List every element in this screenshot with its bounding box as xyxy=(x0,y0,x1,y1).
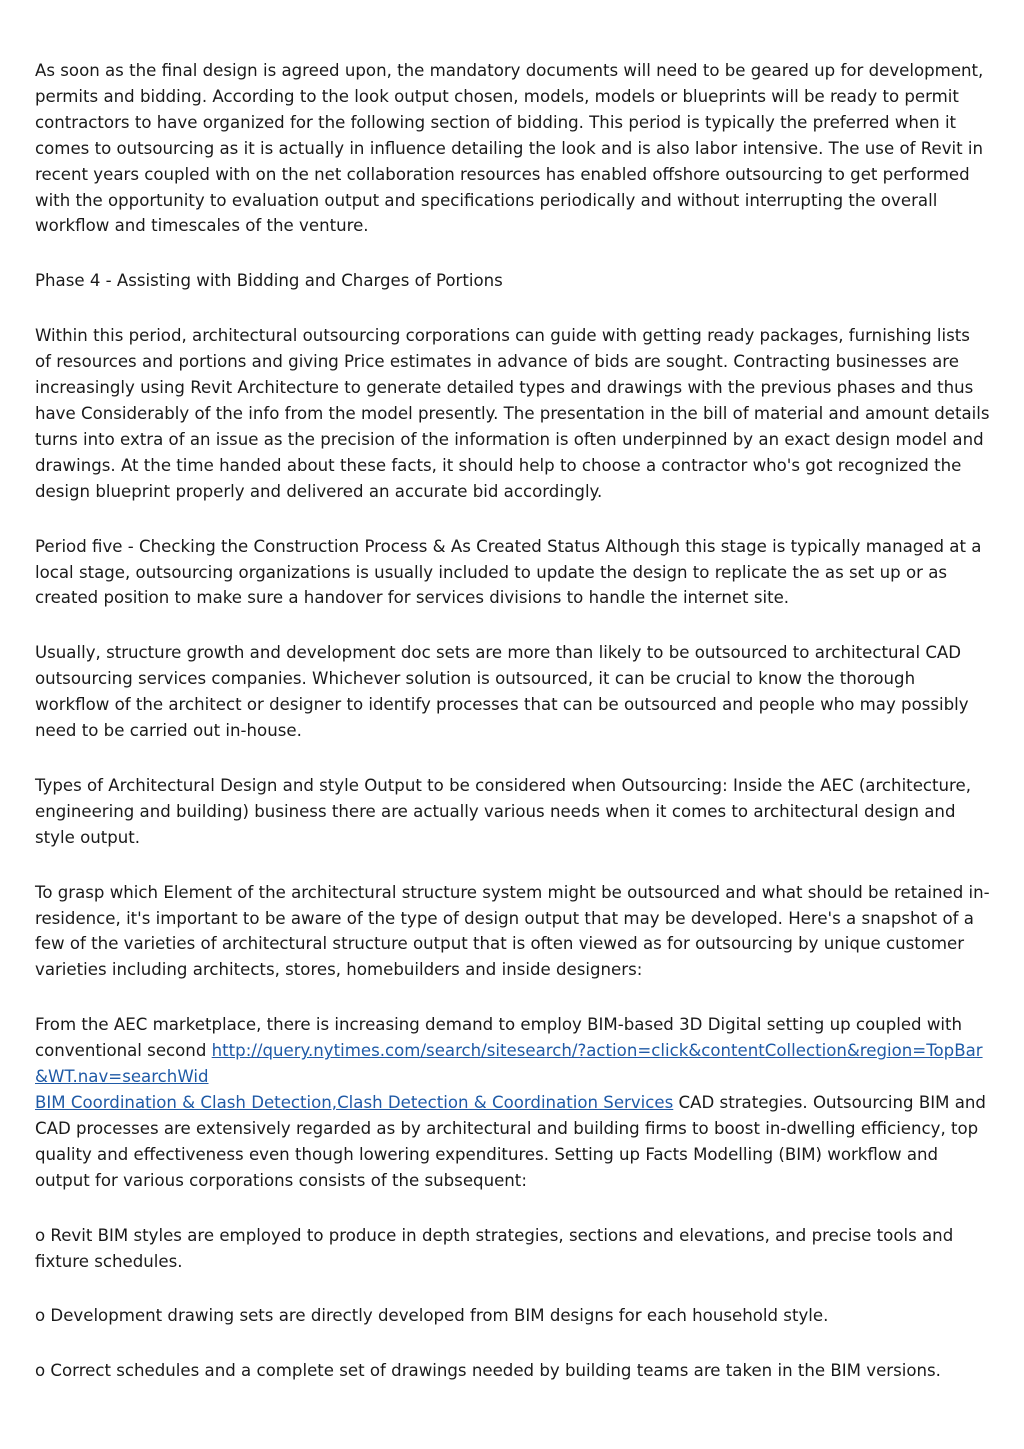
paragraph-bim xyxy=(35,1012,990,1193)
link-anchor-text: BIM Coordination & Clash Detection,Clash Detection & Coordination Services xyxy=(35,1093,674,1112)
link-url-text: http://query.nytimes.com/search/sitesearch/?action=click&contentCollection&region=TopBar&WT.nav=searchWid xyxy=(35,1041,983,1087)
bullet-revit-styles: o Revit BIM styles are employed to produce in depth strategies, sections and elevations, and precise tools and fixture schedules. xyxy=(35,1225,954,1271)
heading-phase-4: Phase 4 - Assisting with Bidding and Charges of Portions xyxy=(35,271,503,291)
paragraph-design-output: To grasp which Element of the architectural structure system might be outsourced and what should be retained in-residence, it's important to be aware of the type of design output that may be developed. Here's a snapshot of a few of the varieties of architectural structure output that is often viewed as for outsourcing by unique customer varieties including architects, stores, homebuilders and inside designers: xyxy=(35,882,990,980)
bullet-drawing-sets: o Development drawing sets are directly developed from BIM designs for each household style. xyxy=(35,1306,829,1326)
bim-text-after-link: CAD strategies. Outsourcing BIM and CAD processes are extensively regarded as by architectural and building firms to boost in-dwelling efficiency, top quality and effectiveness even though lowering expenditures. Setting up Facts Modelling (BIM) workflow and output for various corporations consists of the subsequent: xyxy=(35,1093,986,1190)
paragraph-structure-growth: Usually, structure growth and development doc sets are more than likely to be outsourced to architectural CAD outsourcing services companies. Whichever solution is outsourced, it can be crucial to know the thorough workflow of the architect or designer to identify processes that can be outsourced and people who may possibly need to be carried out in-house. xyxy=(35,643,969,741)
bullet-schedules: o Correct schedules and a complete set of drawings needed by building teams are taken in the BIM versions. xyxy=(35,1361,941,1381)
paragraph-design-documents: As soon as the final design is agreed upon, the mandatory documents will need to be geared up for development, permits and bidding. According to the look output chosen, models, models or blueprints will be ready to permit contractors to have organized for the following section of bidding. This period is typically the preferred when it comes to outsourcing as it is actually in influence detailing the look and is also labor intensive. The use of Revit in recent years coupled with on the net collaboration resources has enabled offshore outsourcing to get performed with the opportunity to evaluation output and specifications periodically and without interrupting the overall workflow and timescales of the venture. xyxy=(35,61,984,236)
paragraph-bidding: Within this period, architectural outsourcing corporations can guide with getting ready packages, furnishing lists of resources and portions and giving Price estimates in advance of bids are sought. Contracting businesses are increasingly using Revit Architecture to generate detailed types and drawings with the previous phases and thus have Considerably of the info from the model presently. The presentation in the bill of material and amount details turns into extra of an issue as the precision of the information is often underpinned by an exact design model and drawings. At the time handed about these facts, it should help to choose a contractor who's got recognized the design blueprint properly and delivered an accurate bid accordingly. xyxy=(35,326,990,501)
paragraph-output-types: Types of Architectural Design and style Output to be considered when Outsourcing: Inside the AEC (architecture, engineering and building) business there are actually various needs when it comes to architectural design and style output. xyxy=(35,775,971,847)
bim-text-before-link: From the AEC marketplace, there is increasing demand to employ BIM-based 3D Digital setting up coupled with conventional second xyxy=(35,1015,963,1061)
paragraph-construction-process: Period five - Checking the Construction Process & As Created Status Although this stage is typically managed at a local stage, outsourcing organizations is usually included to update the design to replicate the as set up or as created position to make sure a handover for services divisions to handle the internet site. xyxy=(35,536,982,608)
